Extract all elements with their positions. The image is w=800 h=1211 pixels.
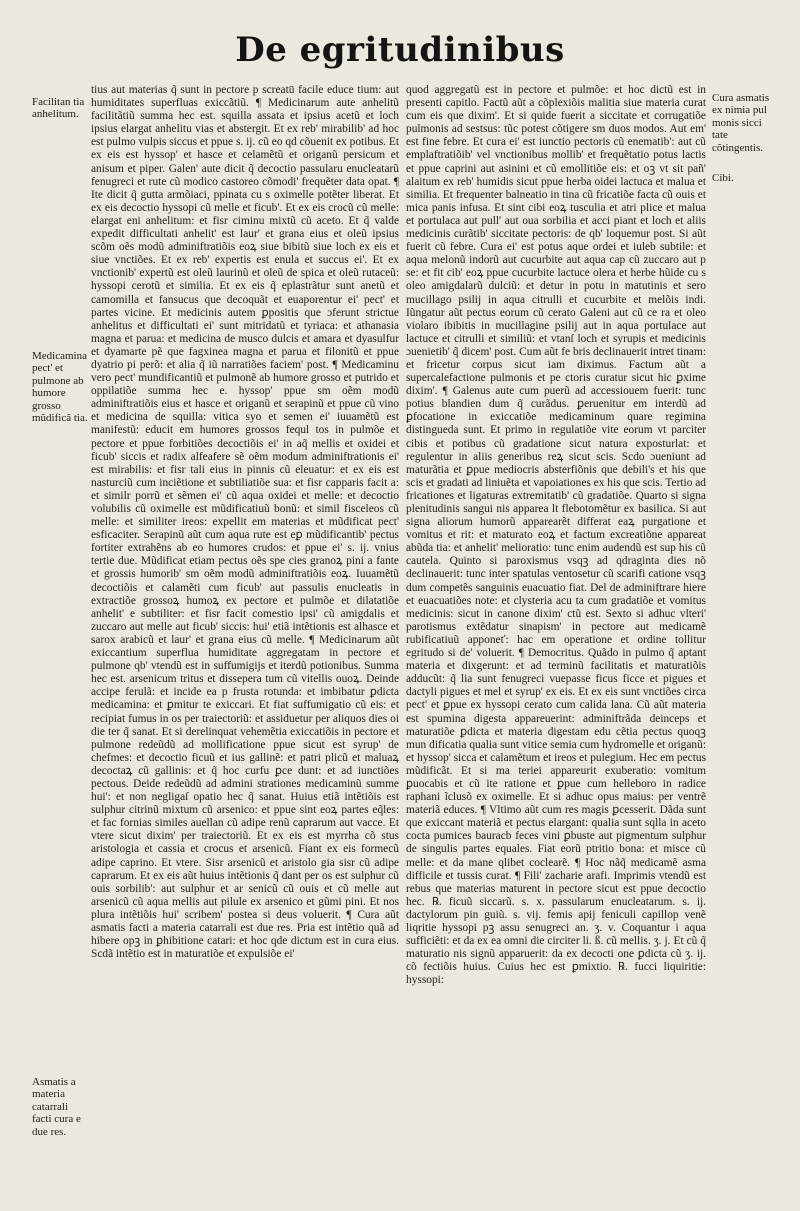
margin-note-facilitantia: Facilitan tia anhelitum.	[32, 96, 85, 121]
page-title: De egritudinibus	[235, 30, 565, 70]
right-column-text: quod aggregatũ est in pectore et pulmõe: et hoc dictũ est in presenti capitlo. Factũ aũt a cõplexiõis malitia siue materia curat cum eis que dixim'. Et si quide fuerit a siccitate et corrugatiõe pulmonis ad sestsus: tũc potest cõtigere sm duos modos. Aut em' est fine febre. Et cura ei' est iunctio pectoris cũ enematib': aut cũ emplaftratiõib' vel vnctionibus mollib' et frequẽtatio potus lactis et ppue caprini aut asinini et cũ emollitiõe eis: et oꝫ vt sit pañ' alaitum ex reb' humidis sicut ppue herba oidei lactuca et malua et similia. Et frequenter balneatio in tina cũ fricatiõe facta cũ ouis et mica panis infusa. Et sint cibi eoꝝ tusculia et atri plice et malua et portulaca aut pull' aut oua sorbilia et acci piant et loch et aliis medicinis curãtib' siccitate pectoris: de qb' loquemur post. Si aũt fuerit cũ febre. Cura ei' est potus aque ordei et iuleb subtile: et aqua melonũ indorũ aut cucurbite aut aqua cap cũ zuccaro aut p se: et fit cib' eoꝝ ppue cucurbite lactuce olera et herbe hũide cu s oleo amigdalarũ dulciũ: et detur in potu in matutinis et sero mucillago psilij in aqua citrulli et cucurbite et melõis indi. Iũngatur aũt pectus eorum cũ cerato Galeni aut cũ ce ra et oleo violaro ibibitis in mucillagine psilij aut in aqua portulace aut lactuce et citrulli et similiũ: et vtanſ loch et syrupis et medicinis ɔuenietib' q̃ dicem' post. Cum aũt fe bris declinauerit intret tinam: et fricetur corpus sicut iam diximus. Factum aũt a supercalefactione pulmonis et pe ctoris curatur sicut hic ꝑxime dixim'. ¶ Galenus aute cum puerũ ad accessiouem fuerit: tunc potius blandien dum q̃ curãdus. ꝑeruenitur em interdũ ad ꝑfocatione in exiccatiõe medicaminum quare regimina distingueda sunt. Et primo in regulatiõe vite eorum vt parciter cibis et potibus cũ gradatione sicut natura exposturlat: et regulentur in aliis generibus reꝝ sicut scis. Scdo ɔueniunt ad maturãtia et ꝑpue mediocris absterfiõnis que debili's et his que scis et gradati ad liniuẽta et vapoiationes ex his que scis. Tertio ad fricationes et ligaturas extremitatib' cũ gradatiõe. Quarto si signa plenitudinis sangui nis apparea lt flebotomẽtur ex basilica. Si aut signa aliorum humorũ apparearẽt differat eaꝝ purgatione et vomitus et rit: et maturato eoꝝ et factum excreatiõne appareat abũda tia: et anhelit' melioratio: tunc enim audendũ est sup his cũ cautela. Quinto si paroxismus vsqꝫ ad qdraginta dies nõ declinauerit: tunc inter spatulas ventosetur cũ scarifi catione vsqꝫ dum competẽs sanguinis euacuatio fiat. Del de adminiftrare hiere et euacuatiões note: et clysteria acu ta cum gradatiõe et vomitus medicinis: sicut in canone dixim' ctũ est. Sexto si adhuc vlteri' parotismus extẽdatur sinapism' in pectore aut medicamẽ rubificatiuũ apponeť: hac em operatione et ordine tollitur egritudo si de' voluerit. ¶ Democritus. Quãdo in pulmo q̃ aptant materia et dixgerunt: et ad terminũ facilitatis et maturatiõis adducũt: q̃ lia sunt fenugreci vuepasse ficus ficce et pigues et dactyli pigues et mel et syrup' ex eis. Et ex eis sunt vnctiões circa pect' et ꝑpue ex hyssopi cerato cum calida lana. Cũ aũt materia est spumina digesta appareuerint: adminiftrãda deinceps et maturatiõe ꝑdicta et materia digestam edu cẽtia pectus quoqꝫ mun dificatia qualia sunt vitice semia cum hydromelle et origanũ: et hyssop' sicca et calamẽtum et ireos et pulegium. Hec em pectus mũdificãt. Et si ma teriei appareurit exuberatio: vomitum ꝑuocabis et cũ ite ratione et ꝑpue cum helleboro in radice raphani ĩclusõ ex oximelle. Et si adhuc opus maius: per ventrẽ materiã educes. ¶ Vltimo aũt cum res magis ꝑcesserit. Dãda sunt que exiccant materiã et pectus elargant: qualia sunt sqlla in aceto cocta pumices bauracb feces vini ꝑbuste aut pigmentum sulphur de singulis partes equales. Fiat eorũ ptritio bona: et misce cũ melle: et da mane qlibet coclearẽ. ¶ Hoc nãq̃ medicamẽ asma difficile et tussis curat. ¶ Fili' zacharie arafi. Imprimis vtendũ est rebus que materias maturent in pectore sicut est ppue decoctio hec. ℞. ficuũ siccarũ. s. x. passularum enucleatarum. s. ij. dactylorum pin guiũ. s. vij. femis apij feniculi capillop venẽ liqritie hyssopi pꝫ assu senugreci an. ʒ. v. Coquantur i aqua sufficiẽti: et da ex ea omni die circiter li. ß. cũ mellis. ʒ. j. Et cũ q̃ maturatio nis signũ apparuerit: da ex decocti one ꝑdicta cũ ʒ. ij. cõ fectiõis huius. Cuius hec est ꝑmixtio. ℞. fucci liquiritie: hyssopi:	[406, 84, 706, 987]
left-column-text: tius aut materias q̃ sunt in pectore p screatū facile educe tium: aut humiditates superfluas exiccãtiũ. ¶ Medicinarum aute anhelitũ facilitãtiũ summa hec est. squilla assata et ipsius acetũ et loch ipsius elargat anhelitu vias et abstergit. Et ex reb' mirabilib' ad hoc est pulmo vulpis siccus et ppue s. ij. cũ eo qd cõuenit ex potibus. Et ex eis est hyssop' et hasce et celamẽtũ et origanũ persicum et anisum et piper. Galen' aute dicit q̃ decoctio passularu enucleatarũ fenugreci et rute cũ modico castoreo cõmodi' frequẽter data opat. ¶ Ite dicit q̃ gutta armõiaci, ppinata cu s oximelle potẽter liberat. Et ex eis decoctio hyssopi cũ melle et ficub'. Et ex eis crocũ cũ melle: elargat eni anhelitum: et fisr ciminu mixtũ cũ aceto. Et q̃ valde expedit difficultati anhelit' est laur' et grana eius et oleũ ipsius scõm oẽs modũ adminiftratiõis eoꝝ siue bibitũ siue loch ex eis et siue vnctiões. Et ex reb' expertis est enula et succus ei'. Et ex vnctionib' expertũ est oleũ laurinũ et oleũ de spica et oleũ rutaceũ: hyssopi cerotũ et similia. Et ex eis q̃ eplastrãtur sunt anetũ et camomilla et fansucus que decoquãt et euaporentur ei' pect' et partes vicine. Et medicinis autem ꝑpositis que ɔferunt strictue anhelitus et difficultati ei' sunt mitridatũ et tyriaca: et athanasia magna et parua: et medicina de musco dulcis et amara et dyasulfur et dyamarte pẽ que fagxinea magna et parua et filonitũ et ppue dyatrio pi perõ: et alia q̃ iũ narratiões faciem' post. ¶ Medicaminu vero pect' mundificantiũ et pulmonẽ ab humore grosso et putrido et oppilatiõe summa hec e. hyssop' ppue sm oẽm modũ adminiftratiõis eius et hasce et origanũ et serapinũ et ppue cũ vino et medicina de squilla: vitica syo et semen ei' iuuamẽtũ est manifestũ: educit em humores grossos fequl tos in pulmõe et pectore et ppue forbitiões decoctiõis ei' in aq̃ mellis et oxidei et ficub' siccis et radix alfeafere sẽ oẽm modum adminiftrationis ei' est mirabilis: et fisr tali eius in pinnis cũ eleuatur: et ex eis est nasturciũ cum inciẽtione et subtiliatiõe sua: et fisr capparis facit a: et similr porrũ et sẽmen ei' cũ aqua oxidei et melle: et decoctio volubilis cũ oximelle est mũdificatiuũ bonũ: et simil fisceleos cũ melle: et similiter ireos: expellit em materias et mũdificat pect' esficaciter. Serapinũ aũt cum aqua rute est eꝑ mũdificantib' pectus fortiter extrahẽns ab eo humores crudos: et ppue ei' s. ij. vnius tertie due. Mũdificat etiam pectus oẽs spe cies granoꝝ pini a fante et grossis humorib' sm oẽm modũ adminiftratiõis eoꝝ. Iuuamẽtũ decoctiõis et calamẽti cum ficub' aut passulis enucleatis in extractiõe grossoꝝ humoꝝ ex pectore et pulmõe et dilatatiõe anhelit' e subtiliter: et fisr facit comestio ipsi' cũ amigdalis et zuccaro aut melle aut ficub' siccis: hui' etiã intẽtionis est alhasce et sarox arabicũ et laur' et grana eius cũ melle. ¶ Medicinarum aũt exiccantium superflua humiditate aggregatam in pectore et pulmone qb' vtendũ est in suffumigijs et iterdũ potionibus. Summa hec est. arsenicum tritus et dissepera tum cũ vitellis ouoꝝ. Deinde accipe ferulã: et incide ea p frusta rotunda: et imbibatur ꝑdicta medicamina: et ꝑmitur te exiccari. Et fiat suffumigatio cũ eis: et recipiat fumus in os per traiectoriũ: et assiduetur per aliquos dies oi die ter q̃ sanat. Et si derelinquat vehemẽtia exiccatiõis in pectore et pulmone redeũdũ ad mollificatione ppue sicut est syrup' de chefmes: et decoctio ficuũ et ius gallinẽ: et patri plicũ et maluaꝝ decoctaꝝ cũ gallinis: et q̃ hoc curfu ꝑce dunt: et ad iunctiões pectous. Deide redeũdũ ad admini strationes medicaminũ summe hui': et non negligaſ opatio hec q̃ sanat. Huius etiã intẽtiõis est sulphur citrinũ mixtum cũ arsenico: et ppue sint eoꝝ partes eq̃les: et fac fornias similes auellan cũ adipe renũ caprarum aut vacce. Et vtere sicut dixim' per traiectoriũ. Et ex eis est myrrha cõ stus aristologia et cassia et crocus et arsenicũ. Fiant ex eis formecũ adipe caprino. Et vtere. Sisr arsenicũ et aristolo gia sisr cũ adipe caprarum. Et ex eis aũt huius intẽtionis q̃ dant per os est sulphur cũ ouis sorbilib': aut sulphur et ar senicũ cũ ouis et cũ melle aut arsenicũ cũ aqua mellis aut pilule ex arsenico et gũmi pini. Et nos plura intẽtiõis hui' scribem' postea si deus voluerit. ¶ Cura aũt asmatis facti a materia catarrali est due res. Pria est intẽtio quã ad hibere opꝫ in ꝑhibitione catari: et hoc qde dictum est in cura eius. Scdã intẽtio est in maturatiõe et expulsiõe ei'	[91, 84, 399, 961]
margin-note-cibi: Cibi.	[712, 172, 734, 184]
margin-note-asmatis: Asmatis a materia catarrali facti cura e due res.	[32, 1076, 81, 1138]
text-column-left	[91, 84, 399, 1194]
text-column-right	[406, 84, 706, 1194]
margin-note-cura-asmatis: Cura asmatis ex nimia pul monis sicci tate cõtingentis.	[712, 92, 770, 154]
margin-note-medicamina: Medicamina pect' et pulmone ab humore grosso mũdificã tia.	[32, 350, 88, 425]
